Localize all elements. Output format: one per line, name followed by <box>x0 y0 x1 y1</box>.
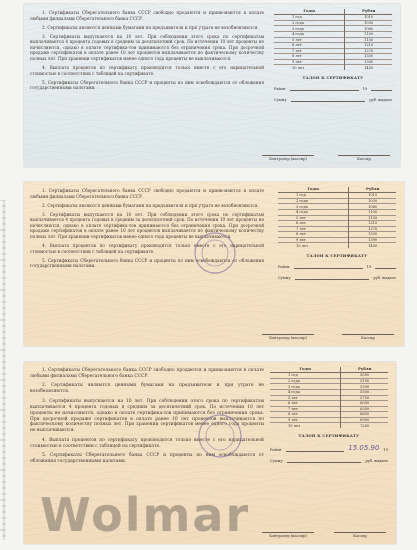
table-cell-amount: 1150 <box>345 37 392 43</box>
terms-text <box>30 10 264 94</box>
table-cell-year: 5 лет <box>274 37 345 43</box>
cashier-signature-label: Кассир <box>342 334 394 340</box>
table-cell-amount: 1010 <box>345 15 392 21</box>
table-cell-year: 7 лет <box>278 226 349 232</box>
table-cell-amount: 1210 <box>349 221 396 227</box>
table-cell-year: 4 года <box>274 31 345 37</box>
table-cell-amount: 1210 <box>345 43 392 49</box>
table-cell-amount: 5300 <box>341 384 388 390</box>
signature-row <box>262 532 386 538</box>
table-header-years: Годы <box>278 187 349 193</box>
table-cell-year: 6 лет <box>270 401 341 407</box>
table-cell-amount: 5150 <box>341 378 388 384</box>
table-cell-amount: 1150 <box>349 215 396 221</box>
table-cell-amount: 1060 <box>349 204 396 210</box>
table-cell-amount: 5050 <box>341 373 388 379</box>
table-cell-year: 10 лет <box>270 423 341 428</box>
table-cell-year: 8 лет <box>274 54 345 60</box>
table-cell-year: 1 год <box>270 373 341 379</box>
table-cell-amount: 1330 <box>345 54 392 60</box>
bank-stamp <box>196 412 244 460</box>
certificate-back-1 <box>24 4 400 167</box>
cashier-signature-label: Кассир <box>338 155 390 161</box>
branch-label: Район <box>270 447 282 452</box>
terms-paragraph-3: 3. Сертификаты выпускаются на 10 лет. При соблюдении этого срока по сертификатам выплачивается 4 процента годовых в средним за десятилетний срок. По истечении 10 лет проценты не начисляются, однако в оплате сертифика-тов принимаются без ограничения срока. При досрочной продаже сертификатов в оплате ранее 10 лет процентов выплачивается по фактическому количеству полных лет. При хранении сертификатов менее одного года проценты не выплачиваются. <box>30 33 264 61</box>
table-cell-amount: 1030 <box>345 20 392 26</box>
table-header-rubles: Рубли <box>349 187 396 193</box>
cashier-signature-label: Кассир <box>334 532 386 538</box>
table-cell-year: 2 года <box>270 378 341 384</box>
year-label: 19 <box>362 86 368 91</box>
redemption-table <box>274 9 392 70</box>
year-label: 19 <box>383 447 388 452</box>
controller-signature-label: Контролер (кассир) <box>262 334 314 340</box>
table-row <box>270 423 388 428</box>
table-cell-year: 8 лет <box>270 412 341 418</box>
sum-field <box>274 97 392 102</box>
table-cell-year: 1 год <box>278 193 349 199</box>
table-cell-year: 9 лет <box>278 237 349 243</box>
sum-unit-label: руб. выдано <box>373 275 396 280</box>
signature-row <box>262 155 390 161</box>
scale-ruler <box>0 200 8 540</box>
redemption-table <box>278 187 396 248</box>
table-cell-amount: 6350 <box>341 406 388 412</box>
table-cell-year: 2 года <box>278 198 349 204</box>
table-cell-year: 5 лет <box>278 215 349 221</box>
redemption-table-area <box>278 187 396 280</box>
terms-paragraph-2: 2. Сертификаты являются ценными бумагами на предъявителя и при утрате не возобновляются. <box>42 24 259 30</box>
sum-field <box>278 275 396 280</box>
table-cell-year: 7 лет <box>270 406 341 412</box>
branch-label: Район <box>278 264 290 269</box>
coupon-caption: ТАЛОН К СЕРТИФИКАТУ <box>298 432 360 438</box>
table-cell-amount: 1060 <box>345 26 392 32</box>
terms-paragraph-1: 1. Сертификаты Сберегательного банка СССР свободно продаются и прини-маются в оплате любыми филиалами Сберегательного банка СССР. <box>30 10 264 21</box>
terms-paragraph-3: 3. Сертификаты выпускаются на 10 лет. При соблюдении этого срока по сертификатам выплачивается 4 процента годовых в средним за десятилетний срок. По истечении 10 лет проценты не начисляются, однако в оплате сертифика-тов принимаются без ограничения срока. При досрочной продаже сертификатов в оплате ранее 10 лет процентов выплачивается по фактическому количеству полных лет. При хранении сертификатов менее одного года проценты не выплачиваются. <box>30 398 264 434</box>
signature-row <box>262 334 394 340</box>
terms-paragraph-4: 4. Выплата процентов по сертификату производится только вместе с его нарицательной стоимостью в соответствии с таблицей на сертификате. <box>30 64 264 76</box>
table-cell-amount: 1450 <box>345 65 392 70</box>
table-cell-amount: 1330 <box>349 232 396 238</box>
branch-label: Район <box>274 86 286 91</box>
bank-stamp <box>192 230 238 276</box>
table-cell-amount: 7250 <box>341 423 388 428</box>
terms-paragraph-3: 3. Сертификаты выпускаются на 10 лет. При соблюдении этого срока по сертификатам выплачивается 4 процента годовых в средним за десятилетний срок. По истечении 10 лет проценты не начисляются, однако в оплате сертифика-тов принимаются без ограничения срока. При досрочной продаже сертификатов в оплате ранее 10 лет процентов выплачивается по фактическому количеству полных лет. При хранении сертификатов менее одного года проценты не выплачиваются. <box>30 211 264 239</box>
table-cell-amount: 1270 <box>349 226 396 232</box>
sum-unit-label: руб. выдано <box>365 458 388 463</box>
terms-paragraph-1: 1. Сертификаты Сберегательного банка СССР свободно продаются и прини-маются в оплате любыми филиалами Сберегательного банка СССР. <box>30 188 264 199</box>
sum-label: Сумму <box>270 458 283 463</box>
table-cell-year: 6 лет <box>278 221 349 227</box>
table-cell-amount: 1390 <box>345 59 392 65</box>
table-row <box>274 65 392 70</box>
branch-field <box>278 264 396 269</box>
table-cell-year: 8 лет <box>278 232 349 238</box>
table-header-rubles: Рубли <box>341 367 388 373</box>
table-row <box>278 243 396 248</box>
table-cell-year: 5 лет <box>270 395 341 401</box>
table-header-years: Годы <box>274 9 345 15</box>
coupon-caption: ТАЛОН К СЕРТИФИКАТУ <box>306 252 368 258</box>
table-cell-amount: 1030 <box>349 198 396 204</box>
handwritten-date: 15.05.90 <box>348 443 380 452</box>
terms-paragraph-4: 4. Выплата процентов по сертификату производится только вместе с его нарицательной стоимостью в соответствии с таблицей на сертификате. <box>30 242 264 254</box>
controller-signature-label: Контролер (кассир) <box>262 155 314 161</box>
branch-field <box>274 86 392 91</box>
table-cell-year: 1 год <box>274 15 345 21</box>
table-cell-amount: 5500 <box>341 389 388 395</box>
table-cell-year: 3 года <box>270 384 341 390</box>
redemption-table-area <box>270 367 388 463</box>
table-cell-amount: 1100 <box>345 31 392 37</box>
table-cell-amount: 1390 <box>349 237 396 243</box>
table-cell-year: 7 лет <box>274 48 345 54</box>
redemption-table <box>270 367 388 428</box>
sum-field <box>270 458 388 463</box>
terms-paragraph-1: 1. Сертификаты Сберегательного банка СССР свободно продаются и прини-маются в оплате любыми филиалами Сберегательного банка СССР. <box>30 368 264 379</box>
table-cell-amount: 1100 <box>349 209 396 215</box>
table-cell-year: 4 года <box>278 209 349 215</box>
table-cell-amount: 6950 <box>341 417 388 423</box>
year-label: 19 <box>366 264 372 269</box>
table-cell-year: 4 года <box>270 389 341 395</box>
sum-label: Сумму <box>274 97 287 102</box>
table-cell-year: 3 года <box>274 26 345 32</box>
certificate-back-2 <box>24 182 404 346</box>
table-cell-year: 9 лет <box>274 59 345 65</box>
table-cell-amount: 1450 <box>349 243 396 248</box>
table-cell-amount: 6650 <box>341 412 388 418</box>
branch-field <box>270 444 388 452</box>
table-cell-year: 10 лет <box>278 243 349 248</box>
auction-watermark: Wolmar <box>40 488 251 542</box>
table-cell-year: 10 лет <box>274 65 345 70</box>
terms-paragraph-2: 2. Сертификаты являются ценными бумагами на предъявителя и при утрате не возобновляются. <box>30 383 264 395</box>
controller-signature-label: Контролер (кассир) <box>262 532 314 538</box>
table-header-years: Годы <box>270 367 341 373</box>
table-cell-amount: 5750 <box>341 395 388 401</box>
coupon-caption: ТАЛОН К СЕРТИФИКАТУ <box>302 74 364 80</box>
terms-paragraph-2: 2. Сертификаты являются ценными бумагами на предъявителя и при утрате не возобновляются. <box>42 202 259 208</box>
table-cell-year: 2 года <box>274 20 345 26</box>
terms-paragraph-5: 5. Сертификаты Сберегательного банка СССР и проценты по ним освобождаются от обложения государственными налогами. <box>30 257 264 269</box>
table-cell-year: 3 года <box>278 204 349 210</box>
sum-unit-label: руб. выдано <box>369 97 392 102</box>
table-cell-year: 9 лет <box>270 417 341 423</box>
terms-paragraph-5: 5. Сертификаты Сберегательного банка СССР и проценты по ним освобождаются от обложения государственными налогами. <box>30 79 264 91</box>
table-header-rubles: Рубли <box>345 9 392 15</box>
table-cell-amount: 6050 <box>341 401 388 407</box>
terms-paragraph-5: 5. Сертификаты Сберегательного банка СССР и проценты по ним освобождаются от обложения государственными налогами. <box>30 453 264 465</box>
table-cell-year: 6 лет <box>274 43 345 49</box>
sum-label: Сумму <box>278 275 291 280</box>
redemption-table-area <box>274 9 392 102</box>
terms-paragraph-4: 4. Выплата процентов по сертификату производится только вместе с его нарицательной стоимостью в соответствии с таблицей на сертификате. <box>30 437 264 449</box>
table-cell-amount: 1010 <box>349 193 396 199</box>
table-cell-amount: 1270 <box>345 48 392 54</box>
